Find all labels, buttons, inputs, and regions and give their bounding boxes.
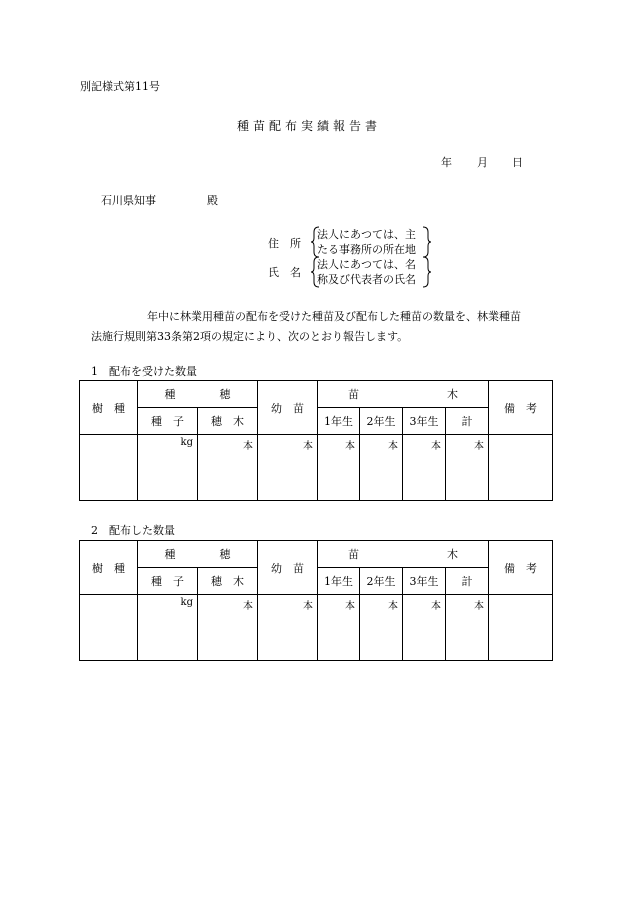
addressee-name: 石川県知事 (101, 194, 156, 207)
header-young-seedling: 幼 苗 (258, 381, 318, 435)
date-month: 月 (477, 156, 488, 169)
date-year: 年 (441, 156, 452, 169)
header-seed: 種 子 (138, 568, 198, 595)
cell-year-2[interactable]: 本 (360, 595, 403, 661)
header-seed: 種 子 (138, 408, 198, 435)
cell-young-seedling[interactable]: 本 (258, 435, 318, 501)
cell-year-1[interactable]: 本 (318, 595, 360, 661)
header-seed-group: 種 穂 (138, 381, 258, 408)
body-line-1: 年中に林業用種苗の配布を受けた種苗及び配布した種苗の数量を、林業種苗 (147, 310, 521, 323)
cell-scion[interactable]: 本 (198, 595, 258, 661)
cell-year-1[interactable]: 本 (318, 435, 360, 501)
table-row (80, 435, 553, 501)
address-brace-box (311, 226, 431, 258)
section-1-heading: 1 配布を受けた数量 (91, 365, 197, 378)
header-total: 計 (446, 568, 489, 595)
header-scion: 穂 木 (198, 408, 258, 435)
cell-remarks[interactable] (489, 435, 553, 501)
body-line-2: 法施行規則第33条第2項の規定により、次のとおり報告します。 (91, 330, 409, 343)
table-row (80, 595, 553, 661)
header-seed-group: 種 穂 (138, 541, 258, 568)
header-year-2: 2年生 (360, 568, 403, 595)
cell-year-2[interactable]: 本 (360, 435, 403, 501)
cell-remarks[interactable] (489, 595, 553, 661)
distributed-quantity-table (79, 540, 553, 661)
cell-year-3[interactable]: 本 (403, 595, 446, 661)
cell-total[interactable]: 本 (446, 595, 489, 661)
document-title: 種苗配布実績報告書 (237, 119, 382, 133)
header-year-2: 2年生 (360, 408, 403, 435)
header-young-seedling: 幼 苗 (258, 541, 318, 595)
header-remarks: 備 考 (489, 381, 553, 435)
header-seedling-group: 苗 木 (318, 381, 489, 408)
header-total: 計 (446, 408, 489, 435)
address-label: 住 所 (268, 237, 301, 250)
cell-scion[interactable]: 本 (198, 435, 258, 501)
header-seedling-group: 苗 木 (318, 541, 489, 568)
form-number: 別記様式第11号 (80, 80, 160, 93)
header-year-1: 1年生 (318, 568, 360, 595)
name-label: 氏 名 (268, 266, 301, 279)
cell-seed-kg[interactable]: kg (138, 435, 198, 501)
address-line-2: たる事務所の所在地 (317, 243, 416, 256)
cell-total[interactable]: 本 (446, 435, 489, 501)
address-line-1: 法人にあつては、主 (317, 228, 416, 241)
cell-tree-species[interactable] (80, 595, 138, 661)
header-remarks: 備 考 (489, 541, 553, 595)
cell-tree-species[interactable] (80, 435, 138, 501)
header-tree-species: 樹 種 (80, 541, 138, 595)
name-line-1: 法人にあつては、名 (317, 258, 416, 271)
addressee-honorific: 殿 (207, 194, 218, 207)
cell-young-seedling[interactable]: 本 (258, 595, 318, 661)
name-line-2: 称及び代表者の氏名 (317, 273, 416, 286)
header-tree-species: 樹 種 (80, 381, 138, 435)
cell-seed-kg[interactable]: kg (138, 595, 198, 661)
date-day: 日 (512, 156, 523, 169)
header-scion: 穂 木 (198, 568, 258, 595)
name-brace-box (311, 256, 431, 288)
header-year-3: 3年生 (403, 568, 446, 595)
received-quantity-table (79, 380, 553, 501)
header-year-1: 1年生 (318, 408, 360, 435)
cell-year-3[interactable]: 本 (403, 435, 446, 501)
section-2-heading: 2 配布した数量 (91, 524, 175, 537)
header-year-3: 3年生 (403, 408, 446, 435)
